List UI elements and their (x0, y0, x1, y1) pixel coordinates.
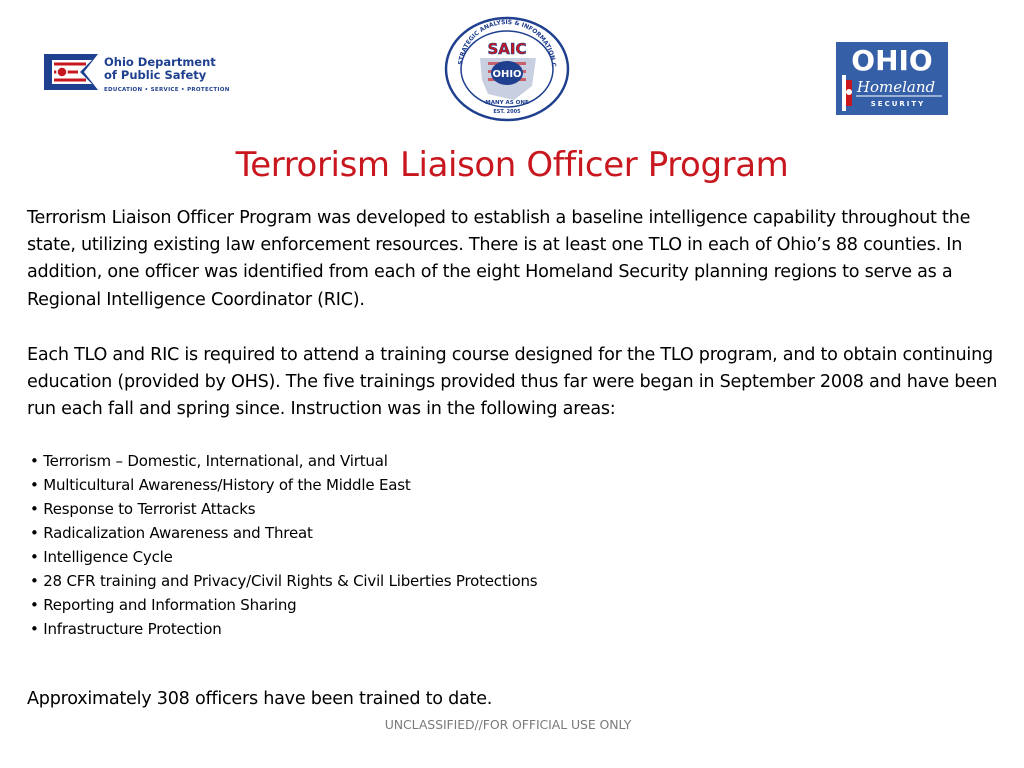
saic-state: OHIO (492, 69, 522, 80)
saic-ring-text: STRATEGIC ANALYSIS & INFORMATION C (457, 18, 557, 68)
page-title: Terrorism Liaison Officer Program (235, 145, 789, 185)
classification-footer: UNCLASSIFIED//FOR OFFICIAL USE ONLY (384, 717, 632, 732)
list-item: • Terrorism – Domestic, International, and Virtual (30, 449, 537, 473)
list-item: • Radicalization Awareness and Threat (30, 521, 537, 545)
closing-statement: Approximately 308 officers have been trained to date. (27, 689, 493, 709)
list-item: • Response to Terrorist Attacks (30, 497, 537, 521)
odps-name-line1: Ohio Department (104, 55, 216, 69)
saic-seal-logo (444, 16, 570, 122)
training-areas-list (30, 449, 537, 641)
list-item: • Reporting and Information Sharing (30, 593, 537, 617)
saic-est: EST. 2005 (493, 109, 521, 115)
ohs-sub: SECURITY (870, 100, 926, 108)
training-paragraph: Each TLO and RIC is required to attend a training course designed for the TLO program, and to obtain continuing education (provided by OHS). The five trainings provided thus far were began in September 2008 and have been run each fall and spring since. Instruction was in the following areas: (27, 345, 998, 420)
list-item: • Multicultural Awareness/History of the Middle East (30, 473, 537, 497)
ohs-word: Homeland (856, 78, 936, 96)
saic-motto: MANY AS ONE (485, 100, 529, 106)
odps-tagline: EDUCATION • SERVICE • PROTECTION (104, 87, 230, 93)
saic-abbr: SAIC (487, 40, 527, 58)
intro-paragraph: Terrorism Liaison Officer Program was developed to establish a baseline intelligence capability throughout the state, utilizing existing law enforcement resources. There is at least one TLO in each of Ohio’s 88 counties. In addition, one officer was identified from each of the eight Homeland Security planning regions to serve as a Regional Intelligence Coordinator (RIC). (27, 208, 971, 310)
list-item: • Intelligence Cycle (30, 545, 537, 569)
odps-logo (40, 46, 230, 98)
list-item: • Infrastructure Protection (30, 617, 537, 641)
list-item: • 28 CFR training and Privacy/Civil Rights & Civil Liberties Protections (30, 569, 537, 593)
ohio-homeland-security-logo (836, 42, 948, 115)
ohs-state: OHIO (851, 44, 933, 77)
ohio-flag-icon (40, 46, 102, 98)
odps-name-line2: of Public Safety (104, 68, 207, 82)
